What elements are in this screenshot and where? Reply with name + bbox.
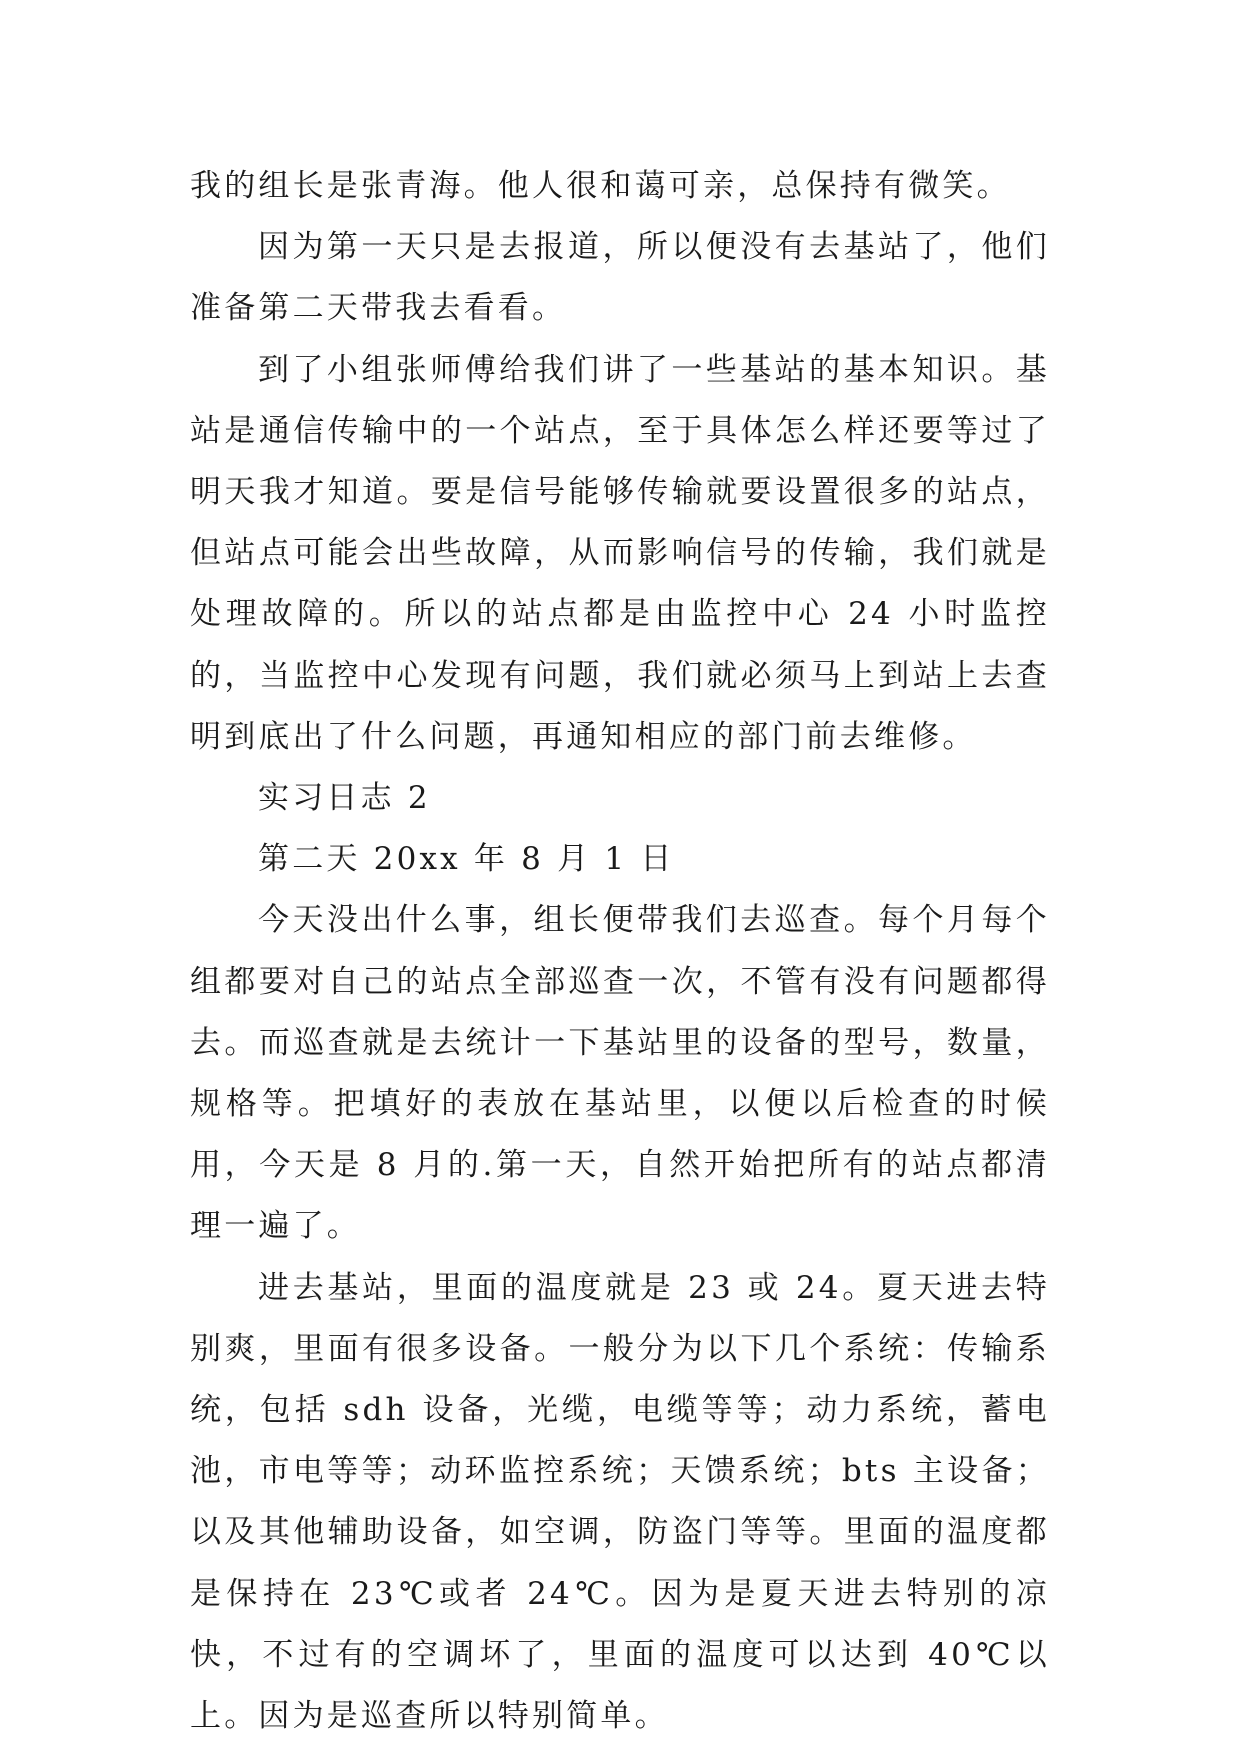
paragraph-4: 今天没出什么事，组长便带我们去巡查。每个月每个组都要对自己的站点全部巡查一次，不管有没有问题都得去。而巡查就是去统计一下基站里的设备的型号，数量，规格等。把填好的表放在基站里，以便以后检查的时候用，今天是 8 月的.第一天，自然开始把所有的站点都清理一遍了。 <box>190 902 1050 1245</box>
log-date: 第二天 20xx 年 8 月 1 日 <box>258 841 675 878</box>
document-body <box>190 156 1050 1747</box>
paragraph-5: 进去基站，里面的温度就是 23 或 24。夏天进去特别爽，里面有很多设备。一般分为以下几个系统：传输系统，包括 sdh 设备，光缆，电缆等等；动力系统，蓄电池，市电等等；动环监控系统；天馈系统；bts 主设备；以及其他辅助设备，如空调，防盗门等等。里面的温度都是保持在 23℃或者 24℃。因为是夏天进去特别的凉快，不过有的空调坏了，里面的温度可以达到 40℃以上。因为是巡查所以特别简单。 <box>190 1269 1050 1735</box>
paragraph-1: 我的组长是张青海。他人很和蔼可亲，总保持有微笑。 <box>190 168 1011 204</box>
paragraph-2: 因为第一天只是去报道，所以便没有去基站了，他们准备第二天带我去看看。 <box>190 229 1050 327</box>
paragraph-3: 到了小组张师傅给我们讲了一些基站的基本知识。基站是通信传输中的一个站点，至于具体怎么样还要等过了明天我才知道。要是信号能够传输就要设置很多的站点，但站点可能会出些故障，从而影响信号的传输，我们就是处理故障的。所以的站点都是由监控中心 24 小时监控的，当监控中心发现有问题，我们就必须马上到站上去查明到底出了什么问题，再通知相应的部门前去维修。 <box>190 351 1050 755</box>
log-heading: 实习日志 2 <box>258 780 431 817</box>
